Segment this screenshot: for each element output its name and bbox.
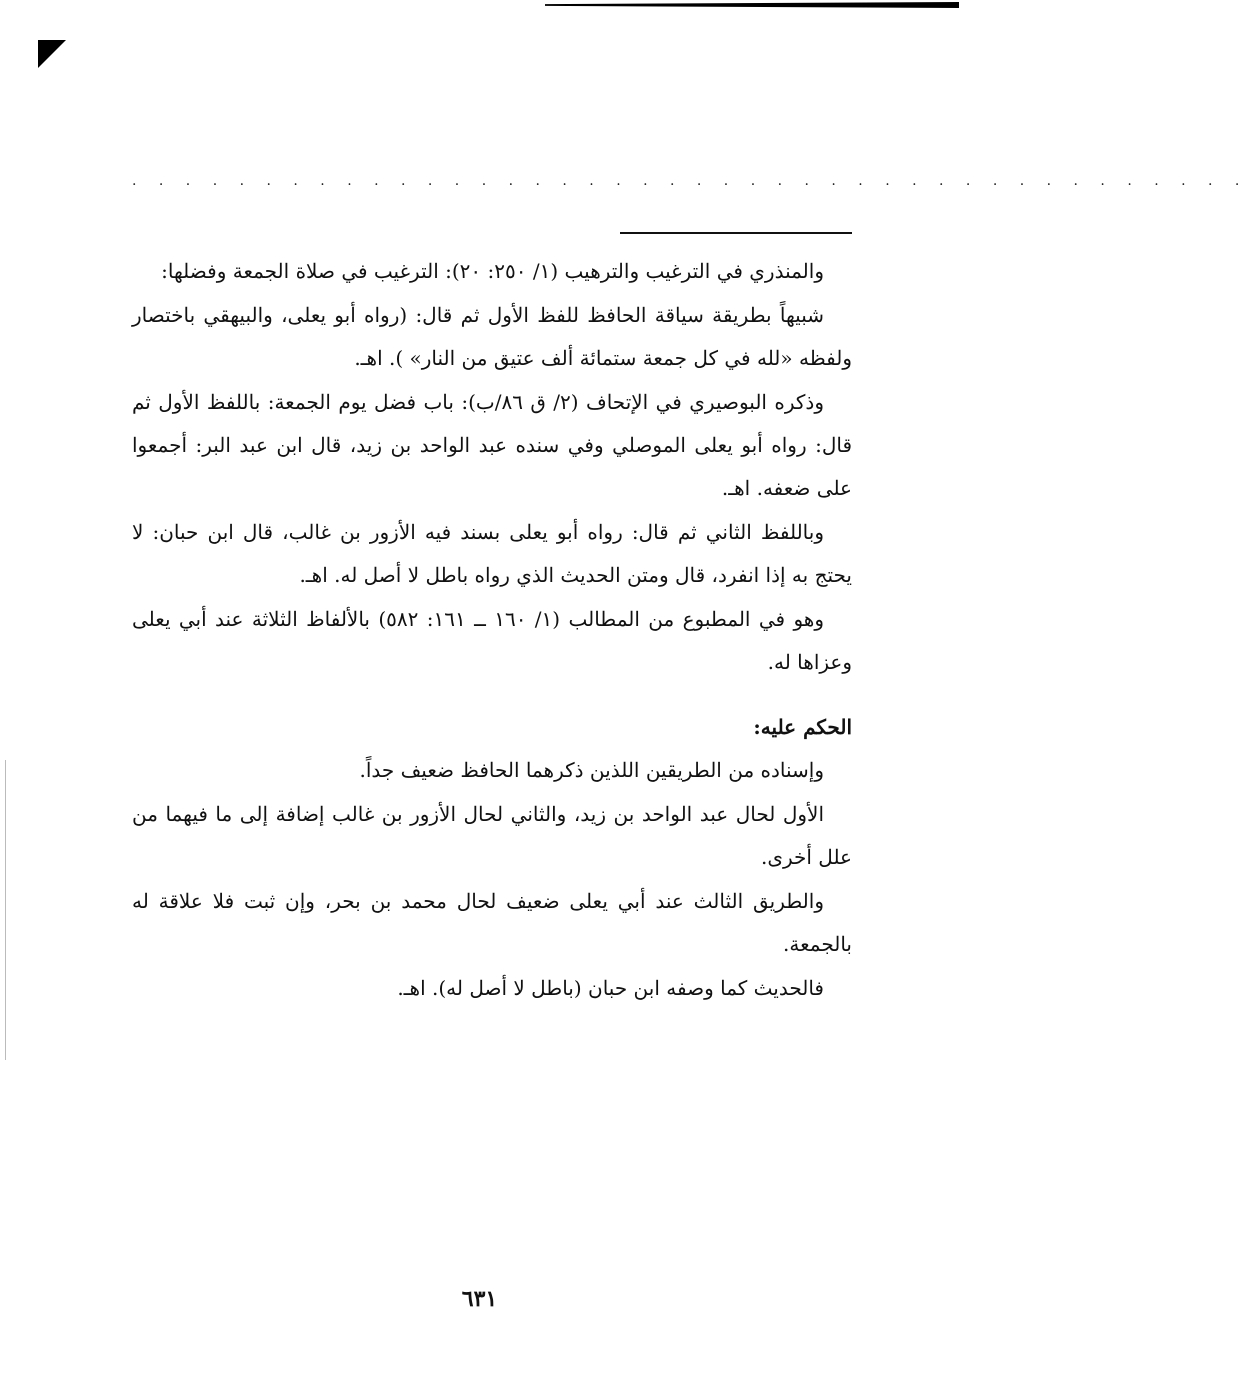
paragraph-mundhiri: والمنذري في الترغيب والترهيب (١/ ٢٥٠: ٢٠): الترغيب في صلاة الجمعة وفضلها: bbox=[161, 259, 824, 283]
page-body bbox=[132, 250, 852, 1010]
verdict-line-2: الأول لحال عبد الواحد بن زيد، والثاني لحال الأزور بن غالب إضافة إلى ما فيهما من علل أخرى. bbox=[132, 802, 852, 869]
top-edge-rule bbox=[545, 2, 959, 8]
scan-edge-line bbox=[5, 760, 6, 1060]
footnote-rule bbox=[620, 232, 852, 234]
verdict-line-4: فالحديث كما وصفه ابن حبان (باطل لا أصل له). اهـ. bbox=[397, 976, 824, 1000]
corner-triangle-mark bbox=[38, 40, 66, 68]
page-number: ٦٣١ bbox=[461, 1286, 498, 1312]
paragraph-second-wording: وباللفظ الثاني ثم قال: رواه أبو يعلى بسند فيه الأزور بن غالب، قال ابن حبان: لا يحتج به إذا انفرد، قال ومتن الحديث الذي رواه باطل لا أصل له. اهـ. bbox=[132, 520, 852, 587]
verdict-line-1: وإسناده من الطريقين اللذين ذكرهما الحافظ ضعيف جداً. bbox=[359, 758, 824, 782]
verdict-line-3: والطريق الثالث عند أبي يعلى ضعيف لحال محمد بن بحر، وإن ثبت فلا علاقة له بالجمعة. bbox=[132, 889, 852, 956]
dotted-separator: . . . . . . . . . . . . . . . . . . . . . . . . . . . . . . . . . . . . . . . . . . bbox=[132, 173, 1248, 189]
paragraph-matalib: وهو في المطبوع من المطالب (١/ ١٦٠ ــ ١٦١: ٥٨٢) بالألفاظ الثلاثة عند أبي يعلى وعزاها له. bbox=[132, 607, 852, 674]
paragraph-abu-yala: شبيهاً بطريقة سياقة الحافظ للفظ الأول ثم قال: (رواه أبو يعلى، والبيهقي باختصار ولفظه «لله في كل جمعة ستمائة ألف عتيق من النار» ). اهـ. bbox=[132, 303, 852, 370]
paragraph-busiri: وذكره البوصيري في الإتحاف (٢/ ق ٨٦/ب): باب فضل يوم الجمعة: باللفظ الأول ثم قال: رواه أبو يعلى الموصلي وفي سنده عبد الواحد بن زيد، قال ابن عبد البر: أجمعوا على ضعفه. اهـ. bbox=[132, 390, 852, 500]
section-heading: الحكم عليه: bbox=[753, 715, 852, 739]
